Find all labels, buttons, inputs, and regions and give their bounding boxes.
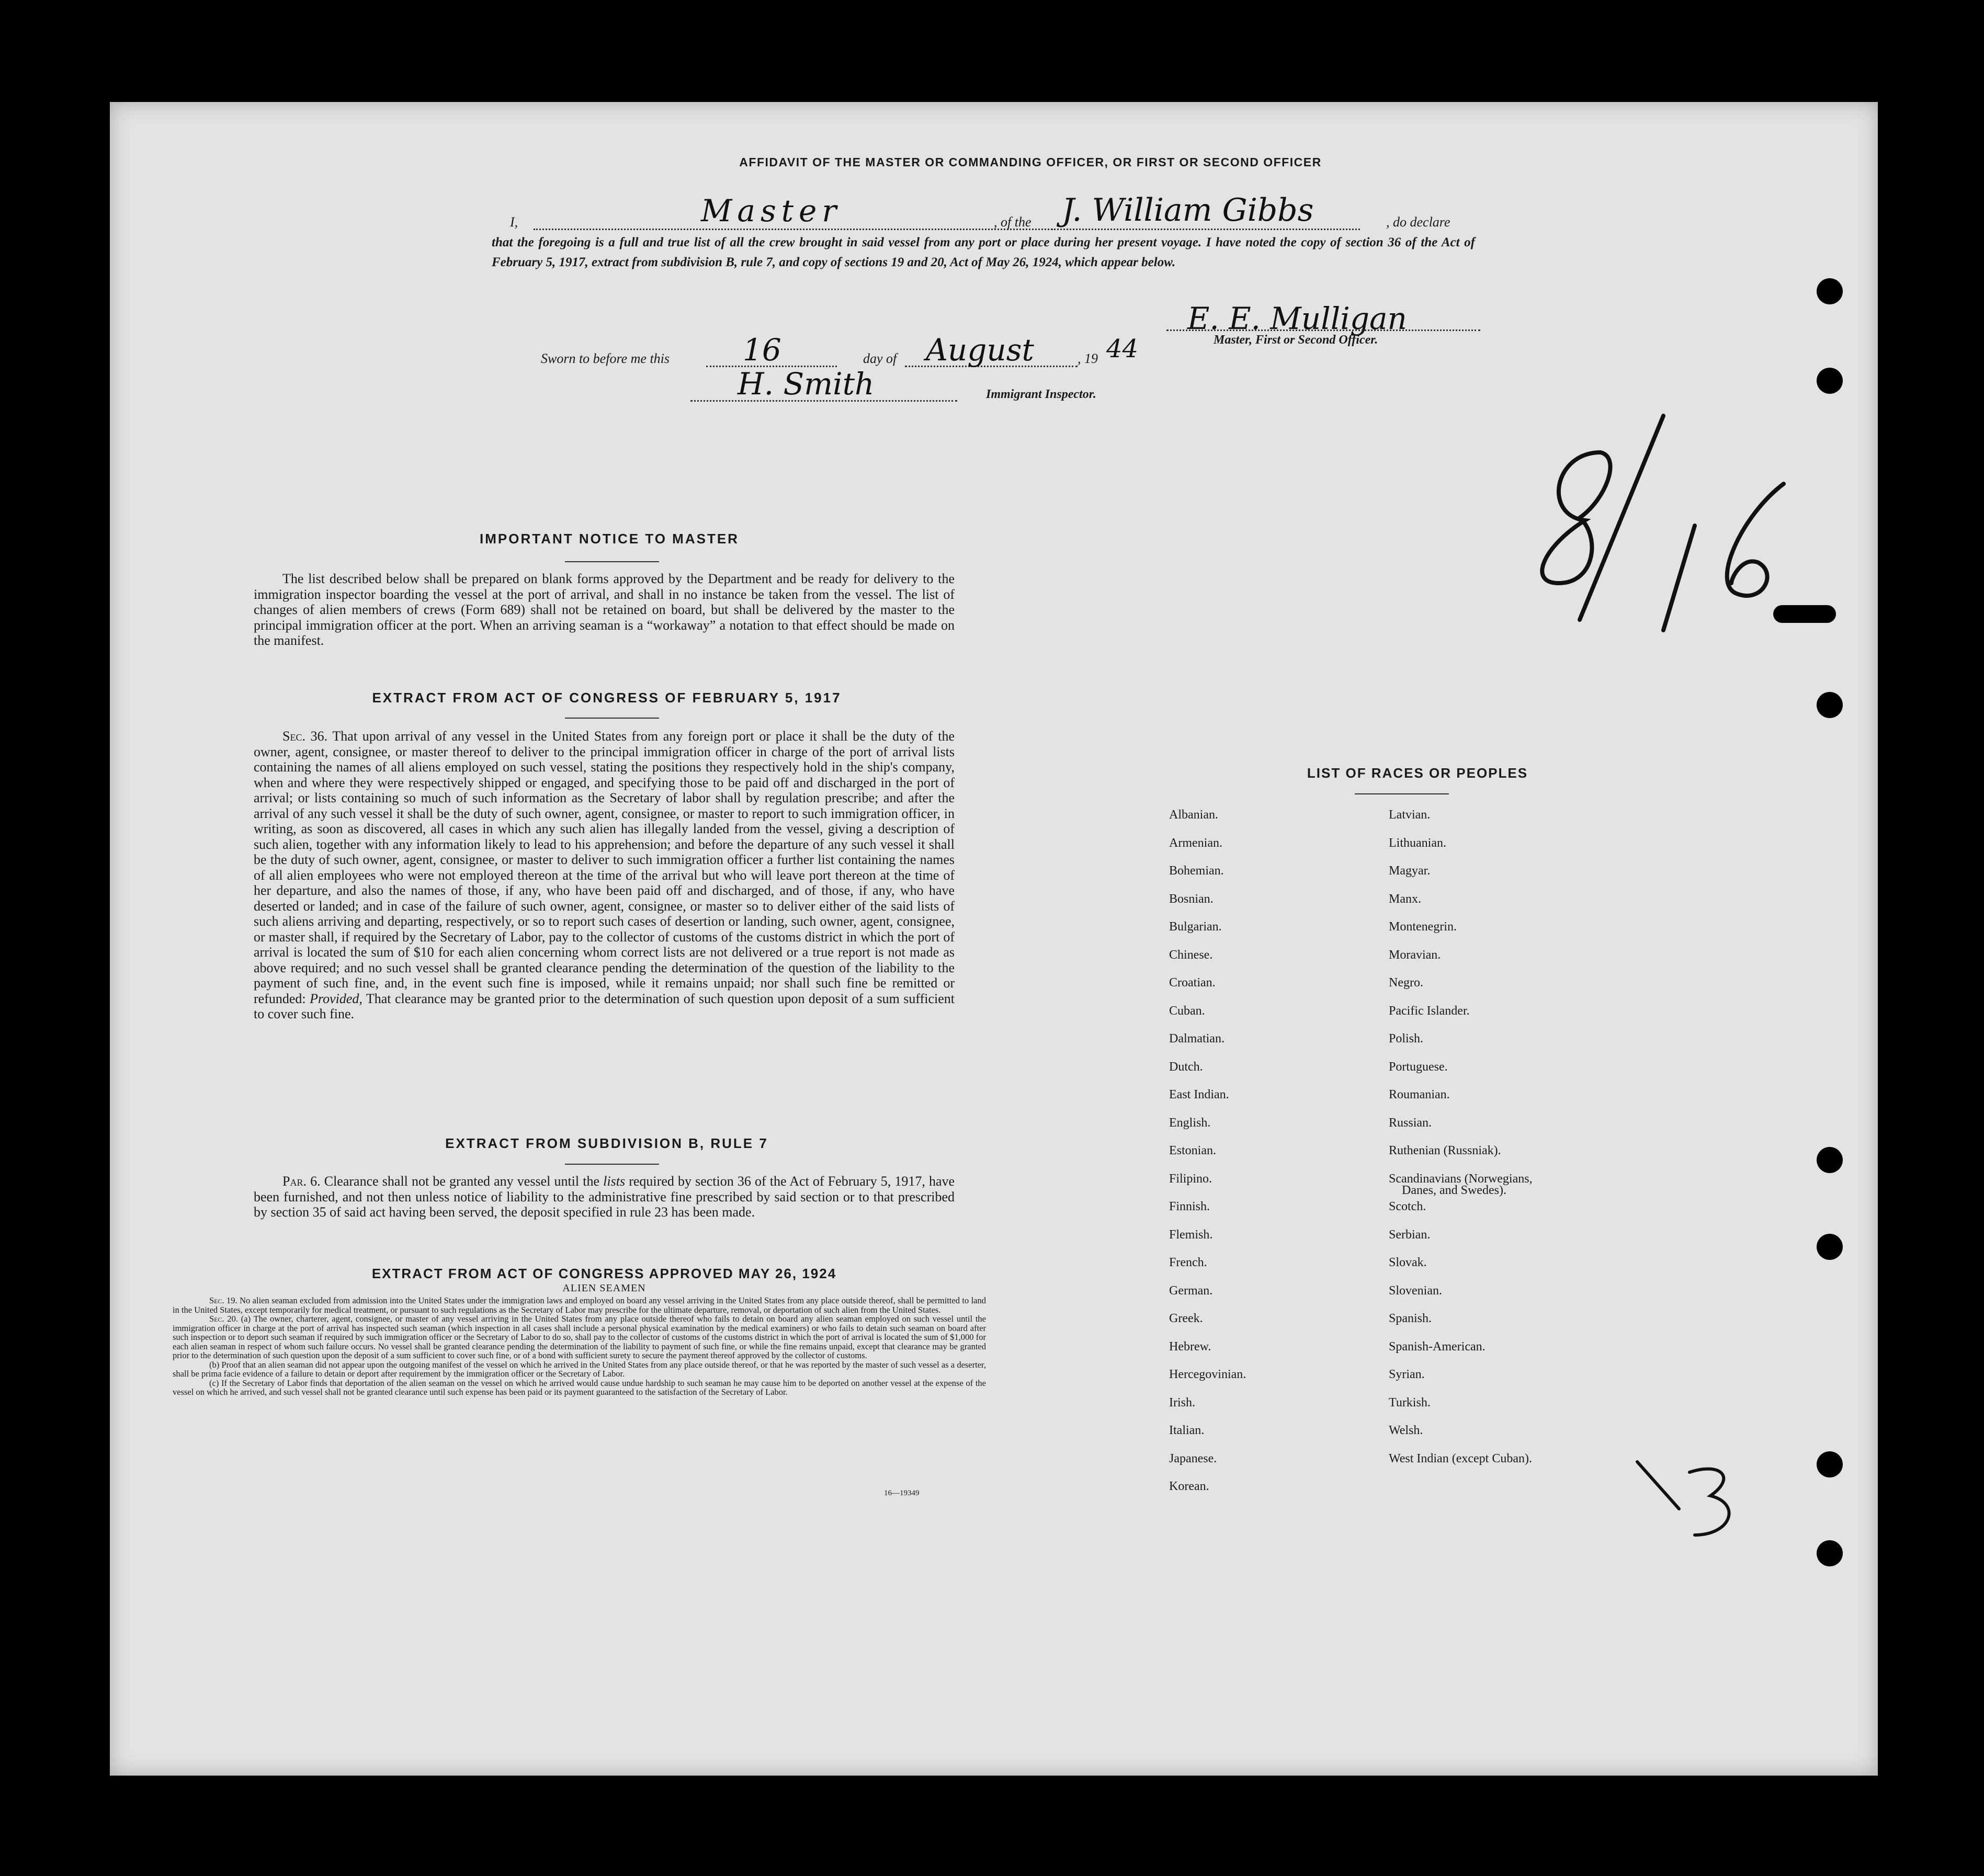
race-item: Moravian. [1389,948,1441,962]
race-item: Hebrew. [1169,1339,1211,1354]
race-item: Filipino. [1169,1172,1212,1186]
race-item: Croatian. [1169,976,1216,990]
race-item: English. [1169,1116,1211,1130]
par-6-label: Par. 6. [282,1174,321,1189]
race-item: Albanian. [1169,808,1218,822]
signature-line [1166,329,1480,331]
sec-20c-text: (c) If the Secretary of Labor finds that deportation of the alien seaman on the vessel on which he arrived would cause undue hardship to such seaman he may cause him to be deported on another vessel at the expense of the vessel on which he arrived, and such vessel shall not be granted clearance until such expense has been paid or its payment guaranteed to the satisfaction of the Secretary of Labor. [173,1378,986,1397]
race-item: Manx. [1389,892,1421,906]
sec-36-label: Sec. 36. [282,729,328,744]
binder-hole [1817,278,1843,304]
race-item: Slovak. [1389,1256,1427,1269]
vessel-handwritten: J. William Gibbs [1062,192,1314,229]
binder-hole [1817,1147,1843,1173]
sec-19-label: Sec. 19. [209,1295,237,1305]
extract-rule7-text [254,1174,955,1220]
extract-1924-text [173,1296,986,1397]
race-item: Greek. [1169,1312,1203,1325]
sec-20a-text: (a) The owner, charterer, agent, consignee, or master of any vessel arriving in the United States from any place outside thereof who fails to detain on board any alien seaman employed on such vessel until the immigration officer in charge at the port of arrival has inspected such seaman (which inspection in all cases shall include a personal physical examination by the medical examiners) or who fails to detain such seaman on board after such inspection or to deport such seaman if required by such immigration officer or the Secretary of Labor to do so, shall pay to the collector of customs of the customs district in which the port of arrival is located the sum of $1,000 for each alien seaman in respect of whom such failure occurs. No vessel shall be granted clearance pending the determination of the liability to payment of such fine, or while the fine remains unpaid, except that clearance may be granted prior to the determination of such question upon the deposit of a sum sufficient to cover such fine, or of a bond with sufficient surety to secure the payment thereof approved by the collector of customs. [173,1314,986,1360]
binder-tear [1773,605,1836,623]
binder-hole [1817,692,1843,718]
alien-seamen-subtitle: ALIEN SEAMEN [562,1282,646,1294]
race-item: Bulgarian. [1169,920,1222,934]
race-item: Bohemian. [1169,864,1224,878]
affidavit-statement: that the foregoing is a full and true list of all the crew brought in said vessel from any port or place during her present voyage. I have noted the copy of section 36 of the Act of February 5, 1917, extract from subdivision B, rule 7, and copy of sections 19 and 20, Act of May 26, 1924, which appear below. [492,235,1475,269]
signature-handwritten: E. E. Mulligan [1187,301,1407,336]
race-item: Slovenian. [1389,1283,1442,1298]
notice-title: IMPORTANT NOTICE TO MASTER [480,531,739,547]
race-item: Turkish. [1389,1395,1431,1409]
year-handwritten: 44 [1106,334,1139,363]
race-item: Finnish. [1169,1200,1210,1213]
day-handwritten: 16 [743,332,781,368]
race-item: Korean. [1169,1480,1209,1493]
race-item: Danes, and Swedes). [1402,1183,1506,1197]
race-item: Flemish. [1169,1227,1213,1242]
race-item: Montenegrin. [1389,920,1457,934]
race-item: Chinese. [1169,948,1213,962]
race-item: Latvian. [1389,808,1431,822]
do-declare-label: , do declare [1386,214,1450,230]
race-item: Dutch. [1169,1060,1203,1074]
races-rule [1355,793,1449,794]
binder-hole [1817,368,1843,394]
race-item: Ruthenian (Russniak). [1389,1144,1501,1157]
race-item: Syrian. [1389,1368,1425,1381]
race-item: Irish. [1169,1395,1195,1409]
race-item: Magyar. [1389,864,1431,878]
race-item: West Indian (except Cuban). [1389,1451,1532,1465]
binder-hole [1817,1540,1843,1566]
race-item: Hercegovinian. [1169,1368,1246,1381]
race-item: Lithuanian. [1389,836,1446,850]
race-item: Scandinavians (Norwegians, [1389,1172,1533,1186]
race-item: Spanish. [1389,1312,1432,1325]
binder-hole [1817,1451,1843,1477]
month-handwritten: August [926,332,1034,368]
proviso-word: Provided, [310,991,362,1006]
extract-rule7-title: EXTRACT FROM SUBDIVISION B, RULE 7 [445,1135,768,1151]
binder-hole [1817,1234,1843,1260]
extract-1917-rule [565,718,659,719]
signature-caption: Master, First or Second Officer. [1214,333,1378,347]
race-item: Serbian. [1389,1227,1431,1242]
sec-19-text: No alien seaman excluded from admission into the United States under the immigration laws and employed on board any vessel arriving in the United States from any place outside thereof, shall be permitted to land in the United States, except temporarily for medical treatment, or pursuant to such regulations as the Secretary of Labor may prescribe for the ultimate departure, removal, or deportation of such alien from the United States. [173,1295,987,1315]
day-of-label: day of [863,351,897,366]
year-prefix: , 19 [1078,351,1098,366]
race-item: Russian. [1389,1116,1432,1130]
sec-36-text: That upon arrival of any vessel in the United States from any foreign port or place it shall be the duty of the owner, agent, consignee, or master thereof to deliver to the principal immigration officer in charge of the port of arrival lists containing the names of all aliens employed on such vessel, stating the positions they respectively hold in the ship's company, when and where they were respectively shipped or engaged, and specifying those to be paid off and discharged in the port of arrival; or lists containing so much of such information as the Secretary of labor shall by regulation prescribe; and after the arrival of any such vessel it shall be the duty of such owner, agent, consignee, or master to report to such immigration officer, in writing, as soon as discovered, all cases in which any such alien has illegally landed from the vessel, giving a description of such alien, together with any information likely to lead to his apprehension; and before the departure of any such vessel it shall be the duty of such owner, agent, consignee, or master to deliver to such immigration officer a further list containing the names of all alien employees who were not employed thereon at the time of the arrival but who will leave port thereon at the time of her departure, and also the names of those, if any, who have been paid off and discharged, and of those, if any, who have deserted or landed; and in case of the failure of such owner, agent, consignee, or master so to deliver either of the said lists of such aliens arriving and departing, respectively, or so to report such cases of desertion or landing, such owner, agent, consignee, or master shall, if required by the Secretary of Labor, pay to the collector of customs of the customs district in which the port of arrival is located the sum of $10 for each alien concerning whom correct lists are not delivered or a true report is not made as above required; and no such vessel shall be granted clearance pending the determination of the question of the liability to the payment of such fine, and, in the event such fine is imposed, while it remains unpaid; nor shall such fine be remitted or refunded: [254,729,955,1006]
i-label: I, [510,214,518,230]
lists-word: lists [603,1174,626,1189]
extract-rule7-rule [565,1164,659,1165]
inspector-handwritten: H. Smith [738,366,875,402]
page-number-handwritten [1632,1457,1747,1545]
race-item: Bosnian. [1169,892,1214,906]
par-6-text-b: required by section 36 of the Act of February 5, 1917, have been furnished, and not then unless notice of liability to the administrative fine prescribed by said section or to that prescribed by section 35 of said act having been served, the deposit specified in rule 23 has been made. [254,1174,955,1220]
race-item: Polish. [1389,1032,1424,1045]
sworn-label: Sworn to before me this [541,351,670,366]
par-6-text-a: Clearance shall not be granted any vessel until the [324,1174,600,1189]
race-item: Japanese. [1169,1451,1217,1465]
role-handwritten: Master [701,193,842,229]
race-item: Estonian. [1169,1144,1216,1157]
race-item: French. [1169,1256,1207,1269]
race-item: Portuguese. [1389,1060,1448,1074]
of-the-label: , of the [994,214,1031,230]
race-item: Spanish-American. [1389,1339,1486,1354]
proviso-text: That clearance may be granted prior to the determination of such question upon deposit of a sum sufficient to cover such fine. [254,991,955,1021]
extract-1924-title: EXTRACT FROM ACT OF CONGRESS APPROVED MAY 26, 1924 [371,1266,837,1281]
race-item: Welsh. [1389,1424,1423,1437]
affidavit-title: AFFIDAVIT OF THE MASTER OR COMMANDING OFFICER, OR FIRST OR SECOND OFFICER [739,155,1322,169]
notice-rule [565,561,659,562]
race-item: German. [1169,1283,1213,1298]
race-item: Armenian. [1169,836,1222,850]
document-page [110,102,1878,1776]
race-item: East Indian. [1169,1088,1229,1101]
race-item: Pacific Islander. [1389,1004,1470,1018]
race-item: Dalmatian. [1169,1032,1225,1045]
sec-20-label: Sec. 20. [209,1314,239,1324]
form-number: 16—19349 [884,1489,920,1497]
notice-text: The list described below shall be prepared on blank forms approved by the Department and be ready for delivery to the immigration inspector boarding the vessel at the port of arrival, and shall in no instance be taken from the vessel. The list of changes of alien members of crews (Form 689) shall not be retained on board, but shall be delivered by the master to the principal immigration officer at the port. When an arriving seaman is a “workaway” a notation to that effect should be made on the manifest. [254,571,955,648]
vessel-line [1051,229,1360,230]
race-item: Scotch. [1389,1200,1426,1213]
races-title: LIST OF RACES OR PEOPLES [1307,765,1528,781]
race-item: Negro. [1389,976,1423,990]
extract-1917-text [254,729,955,1022]
sec-20b-text: (b) Proof that an alien seaman did not appear upon the outgoing manifest of the vessel on which he arrived in the United States from any place outside thereof, or that he was reported by the master of such vessel as a deserter, shall be prima facie evidence of a failure to detain or deport after requirement by the immigration officer or the Secretary of Labor. [173,1359,986,1379]
race-item: Italian. [1169,1424,1205,1437]
extract-1917-title: EXTRACT FROM ACT OF CONGRESS OF FEBRUARY 5, 1917 [372,690,842,706]
race-item: Roumanian. [1389,1088,1450,1101]
inspector-caption: Immigrant Inspector. [986,388,1096,401]
race-item: Cuban. [1169,1004,1205,1018]
